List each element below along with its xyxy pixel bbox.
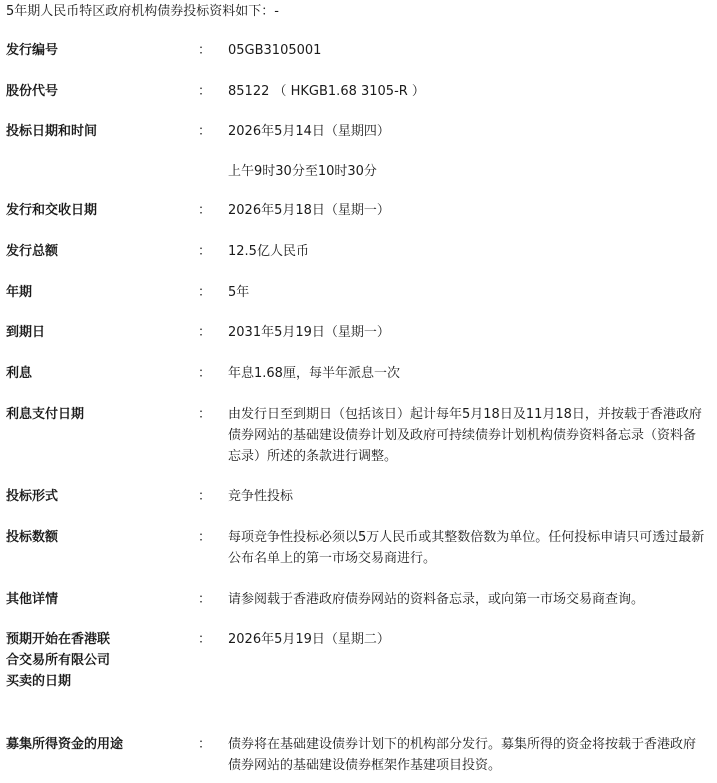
row-label: 利息 (6, 366, 33, 381)
row-label: 发行总额 (6, 244, 59, 259)
row-value: 2031年5月19日（星期一） (228, 325, 390, 340)
row-label: 投标数额 (6, 530, 59, 545)
row-value: 05GB3105001 (228, 43, 322, 58)
row-value: 竞争性投标 (228, 489, 294, 504)
row-label: 发行和交收日期 (6, 203, 98, 218)
row-value (228, 121, 708, 182)
row-colon: ： (198, 124, 212, 139)
row-label: 股份代号 (6, 84, 59, 99)
row-colon: ： (198, 632, 212, 647)
row-colon: ： (198, 737, 212, 752)
row-label: 发行编号 (6, 43, 59, 58)
tender-date: 2026年5月14日（星期四） (228, 124, 390, 139)
row-label: 年期 (6, 285, 33, 300)
row-value: 债券将在基础建设债券计划下的机构部分发行。募集所得的资金将按载于香港政府债券网站的基础建设债券框架作基建项目投资。 (228, 737, 697, 773)
row-colon: ： (198, 489, 212, 504)
row-value: 2026年5月19日（星期二） (228, 632, 390, 647)
tender-time: 上午9时30分至10时30分 (228, 164, 377, 179)
row-colon: ： (198, 592, 212, 607)
row-label: 其他详情 (6, 592, 59, 607)
row-label: 募集所得资金的用途 (6, 737, 124, 752)
intro-text: 5年期人民币特区政府机构债券投标资料如下：- (6, 4, 279, 19)
row-colon: ： (198, 203, 212, 218)
row-colon: ： (198, 244, 212, 259)
row-colon: ： (198, 530, 212, 545)
row-value: 每项竞争性投标必须以5万人民币或其整数倍数为单位。任何投标申请只可透过最新公布名单上的第一市场交易商进行。 (228, 530, 705, 566)
row-colon: ： (198, 407, 212, 422)
row-colon: ： (198, 285, 212, 300)
row-colon: ： (198, 84, 212, 99)
row-value: 85122 （ HKGB1.68 3105-R ） (228, 84, 425, 99)
row-label: 到期日 (6, 325, 46, 340)
row-value: 请参阅载于香港政府债券网站的资料备忘录，或向第一市场交易商查询。 (228, 592, 645, 607)
row-value: 年息1.68厘，每半年派息一次 (228, 366, 400, 381)
row-value: 5年 (228, 285, 250, 300)
row-colon: ： (198, 325, 212, 340)
row-value: 12.5亿人民币 (228, 244, 309, 259)
row-colon: ： (198, 366, 212, 381)
row-label: 投标日期和时间 (6, 124, 98, 139)
row-value: 由发行日至到期日（包括该日）起计每年5月18日及11月18日，并按载于香港政府债券网站的基础建设债券计划及政府可持续债券计划机构债券资料备忘录（资料备忘录）所述的条款进行调整。 (228, 407, 702, 464)
row-label: 预期开始在香港联合交易所有限公司买卖的日期 (6, 632, 111, 689)
row-label: 投标形式 (6, 489, 59, 504)
row-colon: ： (198, 43, 212, 58)
row-label: 利息支付日期 (6, 407, 85, 422)
row-value: 2026年5月18日（星期一） (228, 203, 390, 218)
